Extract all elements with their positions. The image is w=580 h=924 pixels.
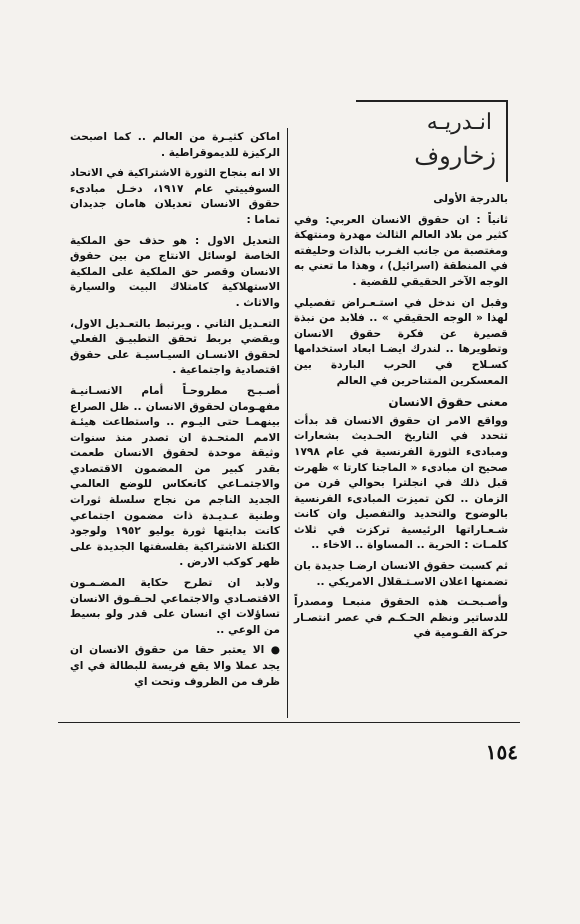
paragraph: ولابد ان تطرح حكاية المضـمـون الاقتصـادي والاجتماعي لحـقـوق الانسان تساؤلات اي انسان على قدر ولو بسيط من الوعي .. xyxy=(70,577,280,636)
footer-rule xyxy=(58,722,520,723)
paragraph: اماكن كثيـرة من العالم .. كما اصبحت الركيزة للديموقراطية . xyxy=(70,131,280,159)
paragraph: ثانياً : ان حقوق الانسان العربي: وفي كثير من بلاد العالم الثالث مهدرة ومنتهكة ومغتصبة من جانب الغـرب بالذات وحليفته في المنطقة (اسرائيل) ، وهذا ما تعني به الوجه الآخر الحقيقي للقضية . xyxy=(294,213,508,288)
paragraph: التعديل الاول : هو حذف حق الملكية الخاصة لوسائل الانتاج من بين حقوق الانسان وقصر حق الملكية على الملكية الاستهلاكية كامتلاك البيت والسيارة والاثاث . xyxy=(70,234,280,309)
paragraph: بالدرجة الأولى xyxy=(433,193,508,205)
article-title-box xyxy=(356,100,508,182)
paragraph: ● الا يعتبر حقا من حقوق الانسان ان يجد عملا والا يقع فريسة للبطالة في اي ظرف من الظروف وتحت اي xyxy=(70,644,280,688)
title-line-1: انـدريـه xyxy=(426,110,492,135)
paragraph: أصـبـح مطروحـاً أمام الانسـانيـة مفهـومان لحقوق الانسان .. ظل الصراع بينهمـا حتى اليـوم .. واستطاعت هيئـة الامم المتحـدة ان تصدر منذ سنوات وثيقة موحدة لحقوق الانسان طعمت بقدر كبير من المضمون الاقتصادي والاجتمـاعي كانعكاس للوضع العالمي الجديد الناجم من نجاح سلسلة ثورات وطنية عـديـدة ذات مضمون اجتماعي كانت بدايتها ثورة يوليو ١٩٥٢ ولوجود الكتلة الاشتراكية بفلسفتها الجديدة على ظهر كوكب الارض . xyxy=(70,384,280,569)
paragraph: وأصـبحـت هذه الحقوق منبعـا ومصدراً للدساتير ونظم الحـكـم في عصر انتصـار حركة القـومية في xyxy=(294,596,508,640)
section-heading: معنى حقوق الانسان xyxy=(388,395,508,410)
paragraph: الا انه بنجاح الثورة الاشتراكية في الاتحاد السوفييتي عام ١٩١٧، دخـل مبادىء حقوق الانسان تعديلان هامان جديدان تماما : xyxy=(70,167,280,226)
left-column xyxy=(70,130,280,695)
right-column xyxy=(294,192,508,647)
paragraph: وواقع الامر ان حقوق الانسان قد بدأت تتحدد في التاريخ الحـديث بشعارات ومبادىء الثورة الفرنسية في عام ١٧٩٨ صحيح ان مبادىء « الماجنا كارتا » ظهرت قبل ذلك في انجلترا بحوالي قرن من الزمان .. لكن تميزت المبادىء الفرنسية بالوضوح والتحديد والتفصيل وان كانت شـعـاراتها الرئيسية تركزت في ثلاث كلمـات : الحرية .. المساواة .. الاخاء .. xyxy=(294,414,508,552)
title-line-2: زخاروف xyxy=(414,142,496,170)
paragraph: ثم كسبت حقوق الانسان ارضـا جديدة بان تضمنها اعلان الاسـتـقلال الامريكي .. xyxy=(294,560,508,588)
paragraph: وقبل ان ندخل في استـعـراض تفصيلي لهذا « الوجه الحقيقي » .. فلابد من نبذة قصيرة عن فكرة حقوق الانسان وتطويرها .. لندرك ايضـا ابعاد استخدامها كسـلاح في الحرب الباردة بين المعسكرين المتناحرين في العالم xyxy=(294,296,508,387)
page-number: ١٥٤ xyxy=(485,740,518,764)
column-divider xyxy=(287,128,288,718)
paragraph: التعـديل الثاني . ويرتبط بالتعـديل الاول، ويقضي بربط تحقق التطبيـق الفعلي لحقوق الانسـان السيـاسيـة على حقوق اقتصادية واجتماعية . xyxy=(70,317,280,377)
